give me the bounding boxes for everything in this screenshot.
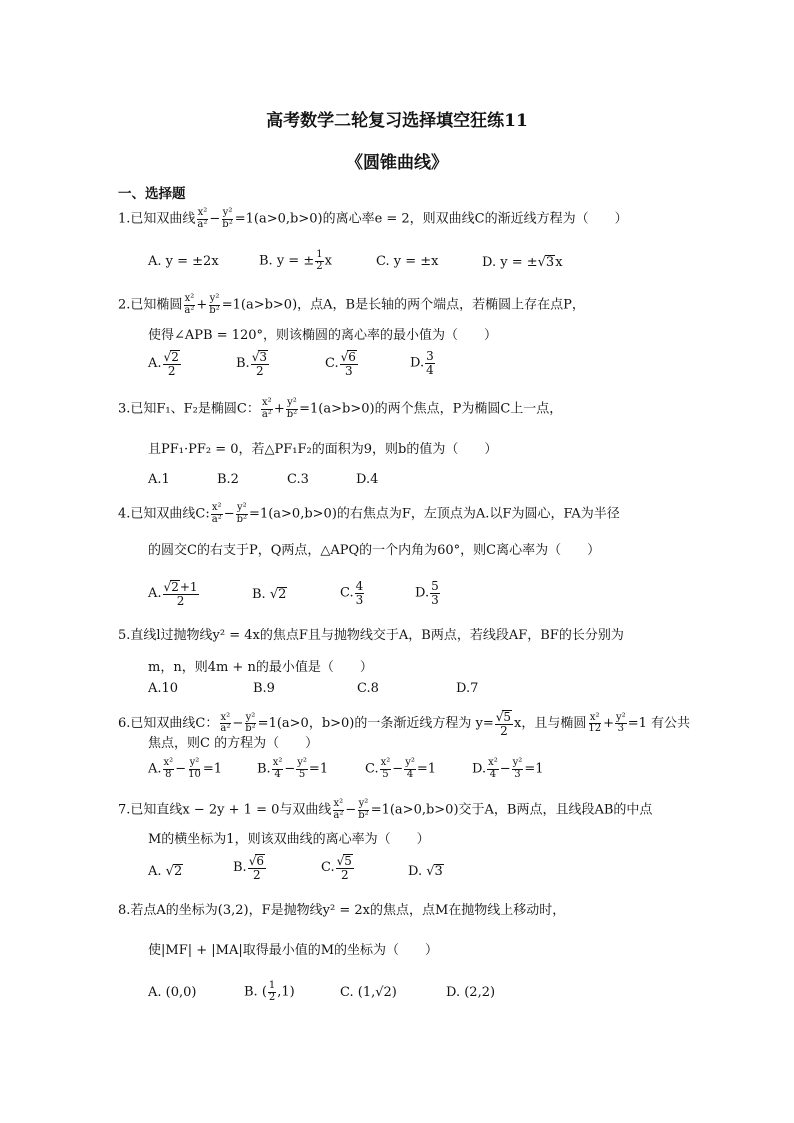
question-6-line2: 焦点，则C 的方程为（ ） — [148, 736, 319, 751]
q2-option-a: A. $\frac{√2}{2}$ — [148, 350, 179, 378]
q1-option-d: D. y = ±√3x — [482, 255, 563, 270]
q5-option-b: B.9 — [253, 681, 275, 696]
q3-option-c: C.3 — [287, 472, 309, 487]
q4-option-b: B. √2 — [252, 587, 287, 602]
q6-option-c: C. $\frac{\text{x²}}{5}$ − $\frac{\text{y²}}{4}$ =1 — [365, 757, 437, 780]
q4-option-c: C. $\frac{4}{3}$ — [340, 579, 364, 607]
q8-option-b: B. ( $\frac{1}{2}$ ,1) — [244, 980, 295, 1003]
q4-option-d: D. $\frac{5}{3}$ — [415, 579, 439, 607]
q2-option-c: C. $\frac{√6}{3}$ — [325, 350, 356, 378]
q8-option-d: D. (2,2) — [446, 985, 496, 1000]
q6-option-d: D. $\frac{\text{x²}}{4}$ − $\frac{\text{y²}}{3}$ =1 — [472, 757, 544, 780]
q3-option-d: D.4 — [356, 472, 379, 487]
q6-option-b: B. $\frac{\text{x²}}{4}$ − $\frac{\text{y²}}{5}$ =1 — [257, 757, 329, 780]
q4-option-a: A. $\frac{√2+1}{2}$ — [148, 580, 198, 608]
q3-option-b: B.2 — [217, 472, 239, 487]
question-7: 7.已知直线x − 2y + 1 = 0与双曲线 $\frac{\text{x²}}{\text{a²}}$ − $\frac{\text{y²}}{\text{b²}}$ =1(a>0,b>0)交于A，B两点，且线段AB的中点 — [118, 798, 653, 821]
question-2: 2.已知椭圆 $\frac{\text{x²}}{\text{a²}}$ + $\frac{\text{y²}}{\text{b²}}$ =1(a>b>0)，点A，B是长轴的两个端点，若椭圆上存在点P， — [118, 293, 585, 316]
q1-option-a: A. y = ±2x — [148, 254, 219, 269]
page-subtitle: 《圆锥曲线》 — [346, 153, 448, 173]
q1-option-b: B. y = ± $\frac{1}{2}$ x — [259, 249, 332, 272]
q8-option-c: C. (1,√2) — [340, 985, 397, 1000]
q6-option-a: A. $\frac{\text{x²}}{8}$ − $\frac{\text{y²}}{10}$ =1 — [148, 757, 222, 780]
section-heading: 一、选择题 — [118, 186, 186, 202]
question-8: 8.若点A的坐标为(3,2)，F是抛物线y² = 2x的焦点，点M在抛物线上移动时， — [118, 903, 566, 918]
question-7-line2: M的横坐标为1，则该双曲线的离心率为（ ） — [148, 832, 430, 847]
q7-option-b: B. $\frac{√6}{2}$ — [233, 854, 264, 882]
q7-option-a: A. √2 — [148, 864, 183, 879]
question-4-line2: 的圆交C的右支于P，Q两点，△APQ的一个内角为60°，则C离心率为（ ） — [148, 543, 601, 558]
q3-option-a: A.1 — [148, 472, 170, 487]
question-4: 4.已知双曲线C: $\frac{\text{x²}}{\text{a²}}$ − $\frac{\text{y²}}{\text{b²}}$ =1(a>0,b>0)的右焦点为F，左顶点为A.以F为圆心，FA为半径 — [118, 502, 620, 525]
q5-option-c: C.8 — [357, 681, 379, 696]
q7-option-d: D. √3 — [408, 864, 443, 879]
question-2-line2: 使得∠APB = 120°，则该椭圆的离心率的最小值为（ ） — [148, 328, 498, 343]
q5-option-d: D.7 — [456, 681, 479, 696]
question-8-line2: 使|MF| + |MA|取得最小值的M的坐标为（ ） — [148, 943, 439, 958]
q5-option-a: A.10 — [148, 681, 179, 696]
q2-option-b: B. $\frac{√3}{2}$ — [236, 350, 267, 378]
question-3: 3.已知F₁、F₂是椭圆C： $\frac{\text{x²}}{\text{a²}}$ + $\frac{\text{y²}}{\text{b²}}$ =1(a>b>0)的两个焦点，P为椭圆C上一点， — [118, 397, 563, 420]
q1-option-c: C. y = ±x — [376, 254, 439, 269]
page-title: 高考数学二轮复习选择填空狂练11 — [266, 111, 528, 131]
question-5: 5.直线l过抛物线y² = 4x的焦点F且与抛物线交于A，B两点，若线段AF，BF的长分别为 — [118, 628, 624, 643]
q7-option-c: C. $\frac{√5}{2}$ — [321, 854, 352, 882]
q8-option-a: A. (0,0) — [148, 985, 197, 1000]
question-1: 1.已知双曲线 $\frac{\text{x²}}{\text{a²}}$ − $\frac{\text{y²}}{\text{b²}}$ =1(a>0,b>0)的离心率e = 2，则双曲线C的渐近线方程为（ ） — [118, 207, 628, 230]
question-5-line2: m，n，则4m + n的最小值是（ ） — [148, 660, 373, 675]
question-6: 6.已知双曲线C： $\frac{\text{x²}}{\text{a²}}$ − $\frac{\text{y²}}{\text{b²}}$ =1(a>0，b>0)的一条渐近线方程为 y= $\frac{√5}{2}$ x，且与椭圆 $\frac{\text{x²}}{12}$ + $\frac{\text{y²}}{3}$ =1 有公共 — [118, 710, 690, 738]
q2-option-d: D. $\frac{3}{4}$ — [410, 349, 434, 377]
question-3-line2: 且PF₁·PF₂ = 0，若△PF₁F₂的面积为9，则b的值为（ ） — [148, 442, 498, 457]
